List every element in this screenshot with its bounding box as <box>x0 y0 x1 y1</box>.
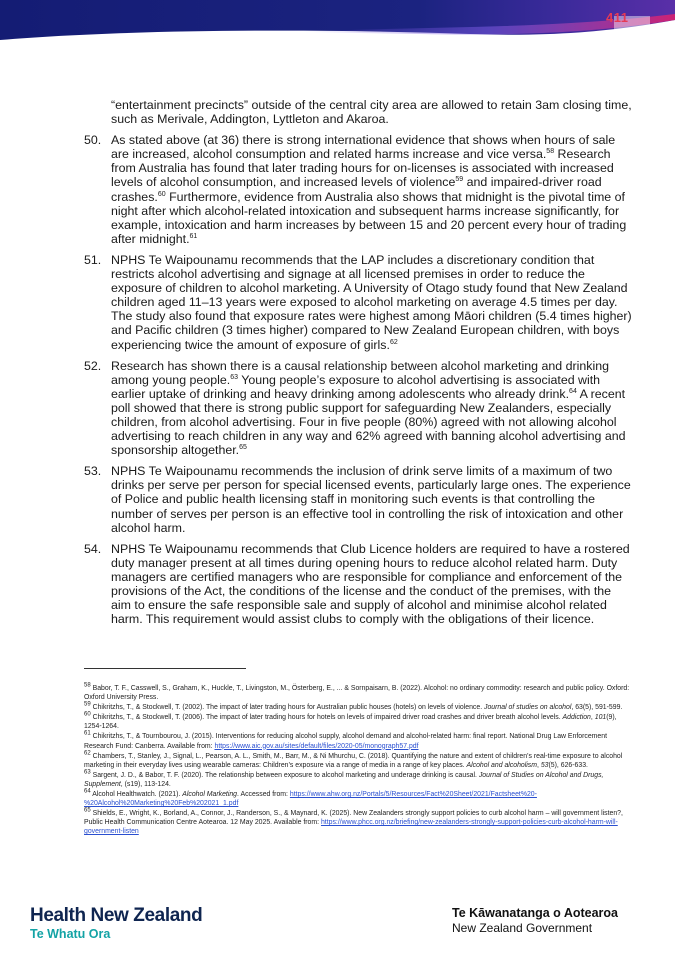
footnote <box>84 703 632 712</box>
reference-link[interactable]: https://www.ahw.org.nz/Portals/5/Resources/Fact%20Sheet/2021/Factsheet%20-%20Alcohol%20Marketing%20Feb%202021_1.pdf <box>84 791 537 808</box>
text-run: Alcohol Healthwatch. (2021). <box>92 791 183 799</box>
text-run: NPHS Te Waipounamu recommends that the LAP includes a discretionary condition that restricts alcohol advertising and signage at all licensed premises in order to reduce the exposure of children to alcohol marketing. A University of Otago study found that New Zealand children aged 11–13 years were exposed to alcohol marketing on average 4.5 times per day. The study also found that exposure rates were highest among Māori children (5.4 times higher) and Pacific children (3 times higher) compared to New Zealand European children, with boys experiencing twice the amount of exposure of girls. <box>111 252 632 352</box>
footnote-number: 60 <box>84 711 91 718</box>
text-run: Research from Australia has found that later trading hours for on-licenses is associated with increased levels of alcohol consumption, and increased levels of violence <box>111 147 614 190</box>
text-run: Chambers, T., Stanley, J., Signal, L., Pearson, A. L., Smith, M., Barr, M., & Ni Mhurchu, C. (2018). Quantifying the nature and extent of children’s real-time exposure to alcohol marketing in their everyday lives using wearable cameras: Children’s exposure via a range of media in a range of key places. <box>84 752 623 769</box>
text-run: , 63(5), 591-599. <box>571 704 623 712</box>
footnote-number: 59 <box>84 701 91 708</box>
italic-text: 101 <box>594 714 607 722</box>
footnote <box>84 790 632 808</box>
text-run: A recent poll showed that there is strong public support for safeguarding New Zealanders, especially children, from alcohol advertising. Four in five people (80%) agreed with not allowing alcohol advertising to reach children in any way and 62% agreed with banning alcohol advertising and sponsorship altogether. <box>111 386 626 458</box>
paragraph-number: 52. <box>84 358 102 373</box>
footnote-divider <box>84 668 246 669</box>
footnote-reference[interactable]: 64 <box>569 387 577 395</box>
paragraph-number: 54. <box>84 541 102 556</box>
footnote-number: 61 <box>84 731 91 738</box>
text-run: NPHS Te Waipounamu recommends that Club Licence holders are required to have a rostered duty manager present at all times during opening hours to reduce alcohol related harm. Duty managers are certified managers who are responsible for compliance and enforcement of the provisions of the Act, the conditions of the license and the conduct of the premises, with the aim to ensure the safe responsible sale and supply of alcohol and minimise alcohol related harm. This requirement would assist clubs to comply with the obligations of their licence. <box>111 541 630 627</box>
text-run: , <box>590 714 595 722</box>
text-run: (9), 1254-1264. <box>84 714 617 731</box>
text-run: Chikritzhs, T., & Tournbourou, J. (2015). Interventions for reducing alcohol supply, alcohol demand and alcohol-related harm: final report. National Drug Law Enforcement Research Fund: Canberra. Available from: <box>84 733 608 750</box>
footnote-number: 65 <box>84 807 91 814</box>
text-run: and impaired-driver road crashes. <box>111 175 602 204</box>
health-nz-logo-line2: Te Whatu Ora <box>30 927 111 941</box>
footnote-number: 63 <box>84 769 91 776</box>
paragraph-number: 53. <box>84 464 102 479</box>
text-run: Young people’s exposure to alcohol advertising is associated with earlier uptake of drinking and heavy drinking among adolescents who already drink. <box>111 372 601 401</box>
numbered-paragraph <box>84 359 632 458</box>
footnote <box>84 809 632 836</box>
italic-text: 53 <box>540 761 549 769</box>
text-run: Babor, T. F., Casswell, S., Graham, K., Huckle, T., Livingston, M., Österberg, E., ... & Sornpaisarn, B. (2022). Alcohol: no ordinary commodity: research and public policy. Oxford: Oxford University Press. <box>84 685 630 702</box>
numbered-paragraph <box>84 253 632 352</box>
text-run: Chikritzhs, T., & Stockwell, T. (2006). The impact of later trading hours for hotels on levels of impaired driver road crashes and driver breath alcohol levels. <box>92 714 563 722</box>
health-nz-logo-line1: Health New Zealand <box>30 905 203 926</box>
intro-text: “entertainment precincts” outside of the central city area are allowed to retain 3am closing time, such as Merivale, Addington, Lyttleton and Akaroa. <box>111 98 632 127</box>
footnote-reference[interactable]: 60 <box>157 190 166 198</box>
text-run: Shields, E., Wright, K., Borland, A., Connor, J., Randerson, S., & Maynard, K. (2025). New Zealanders strongly support policies to curb alcohol harm – will government listen?, Public Health Communication Centre Aotearoa. 12 May 2025. Available from: <box>84 810 623 827</box>
numbered-paragraph <box>84 464 632 534</box>
body-text <box>84 98 632 633</box>
footnote-number: 62 <box>84 750 91 757</box>
italic-text: Journal of Studies on Alcohol and Drugs, Supplement <box>84 771 604 788</box>
numbered-paragraphs <box>84 133 632 626</box>
text-run: NPHS Te Waipounamu recommends the inclusion of drink serve limits of a maximum of two drinks per serve per person for special licensed events, particularly large ones. The experience of Police and public health licensing staff in monitoring such events is that controlling the number of serves per person is an effective tool in controlling the risk of intoxication and other alcohol harm. <box>111 464 631 535</box>
text-run: (5), 626-633. <box>548 761 588 769</box>
footnote <box>84 752 632 770</box>
text-run: Sargent, J. D., & Babor, T. F. (2020). The relationship between exposure to alcohol marketing and underage drinking is causal. <box>92 771 479 779</box>
footnote-number: 58 <box>84 682 91 689</box>
text-run: Research has shown there is a causal relationship between alcohol marketing and drinking among young people. <box>111 358 609 387</box>
footnotes <box>84 684 632 838</box>
italic-text: Journal of studies on alcohol <box>484 704 572 712</box>
numbered-paragraph <box>84 133 632 246</box>
footnote <box>84 684 632 702</box>
page-number: 411 <box>606 10 629 25</box>
text-run: Furthermore, evidence from Australia also shows that midnight is the pivotal time of night after which alcohol-related intoxication and subsequent harms increase significantly, for example, intoxication and harm increases by between 15 and 20 percent every hour of trading after midnight. <box>111 189 627 246</box>
italic-text: Alcohol Marketing <box>182 791 238 799</box>
intro-paragraph <box>84 98 632 126</box>
footnote-reference[interactable]: 63 <box>230 373 238 381</box>
text-run: Chikritzhs, T., & Stockwell, T. (2002). The impact of later trading hours for Australian public houses (hotels) on levels of violence. <box>92 704 485 712</box>
italic-text: Alcohol and alcoholism <box>466 761 537 769</box>
footnote <box>84 713 632 731</box>
text-run: , <box>537 761 541 769</box>
nz-government-logo-line1: Te Kāwanatanga o Aotearoa <box>452 906 619 920</box>
footnote-reference[interactable]: 58 <box>546 148 555 156</box>
nz-government-logo <box>452 906 618 936</box>
text-run: As stated above (at 36) there is strong international evidence that shows when hours of sale are increased, alcohol consumption and related harms increase and vice versa. <box>111 133 616 162</box>
footnote-number: 64 <box>84 788 91 795</box>
paragraph-number: 50. <box>84 133 102 148</box>
numbered-paragraph <box>84 542 632 627</box>
reference-link[interactable]: https://www.phcc.org.nz/briefing/new-zealanders-strongly-support-policies-curb-alcohol-harm-will-government-listen <box>84 819 618 836</box>
nz-government-logo-line2: New Zealand Government <box>452 921 593 935</box>
paragraph-number: 51. <box>84 252 102 267</box>
text-run: . Accessed from: <box>237 791 290 799</box>
footnote-reference[interactable]: 62 <box>389 338 398 346</box>
reference-link[interactable]: https://www.aic.gov.au/sites/default/files/2020-05/monograph57.pdf <box>214 742 419 750</box>
footnote <box>84 732 632 750</box>
footnote-reference[interactable]: 65 <box>239 444 247 452</box>
header-banner <box>0 0 675 46</box>
footnote-reference[interactable]: 59 <box>455 176 464 184</box>
health-nz-logo <box>30 906 202 941</box>
text-run: , (s19), 113-124. <box>120 780 171 788</box>
footnote <box>84 771 632 789</box>
italic-text: Addiction <box>562 714 591 722</box>
footnote-reference[interactable]: 61 <box>189 232 198 240</box>
